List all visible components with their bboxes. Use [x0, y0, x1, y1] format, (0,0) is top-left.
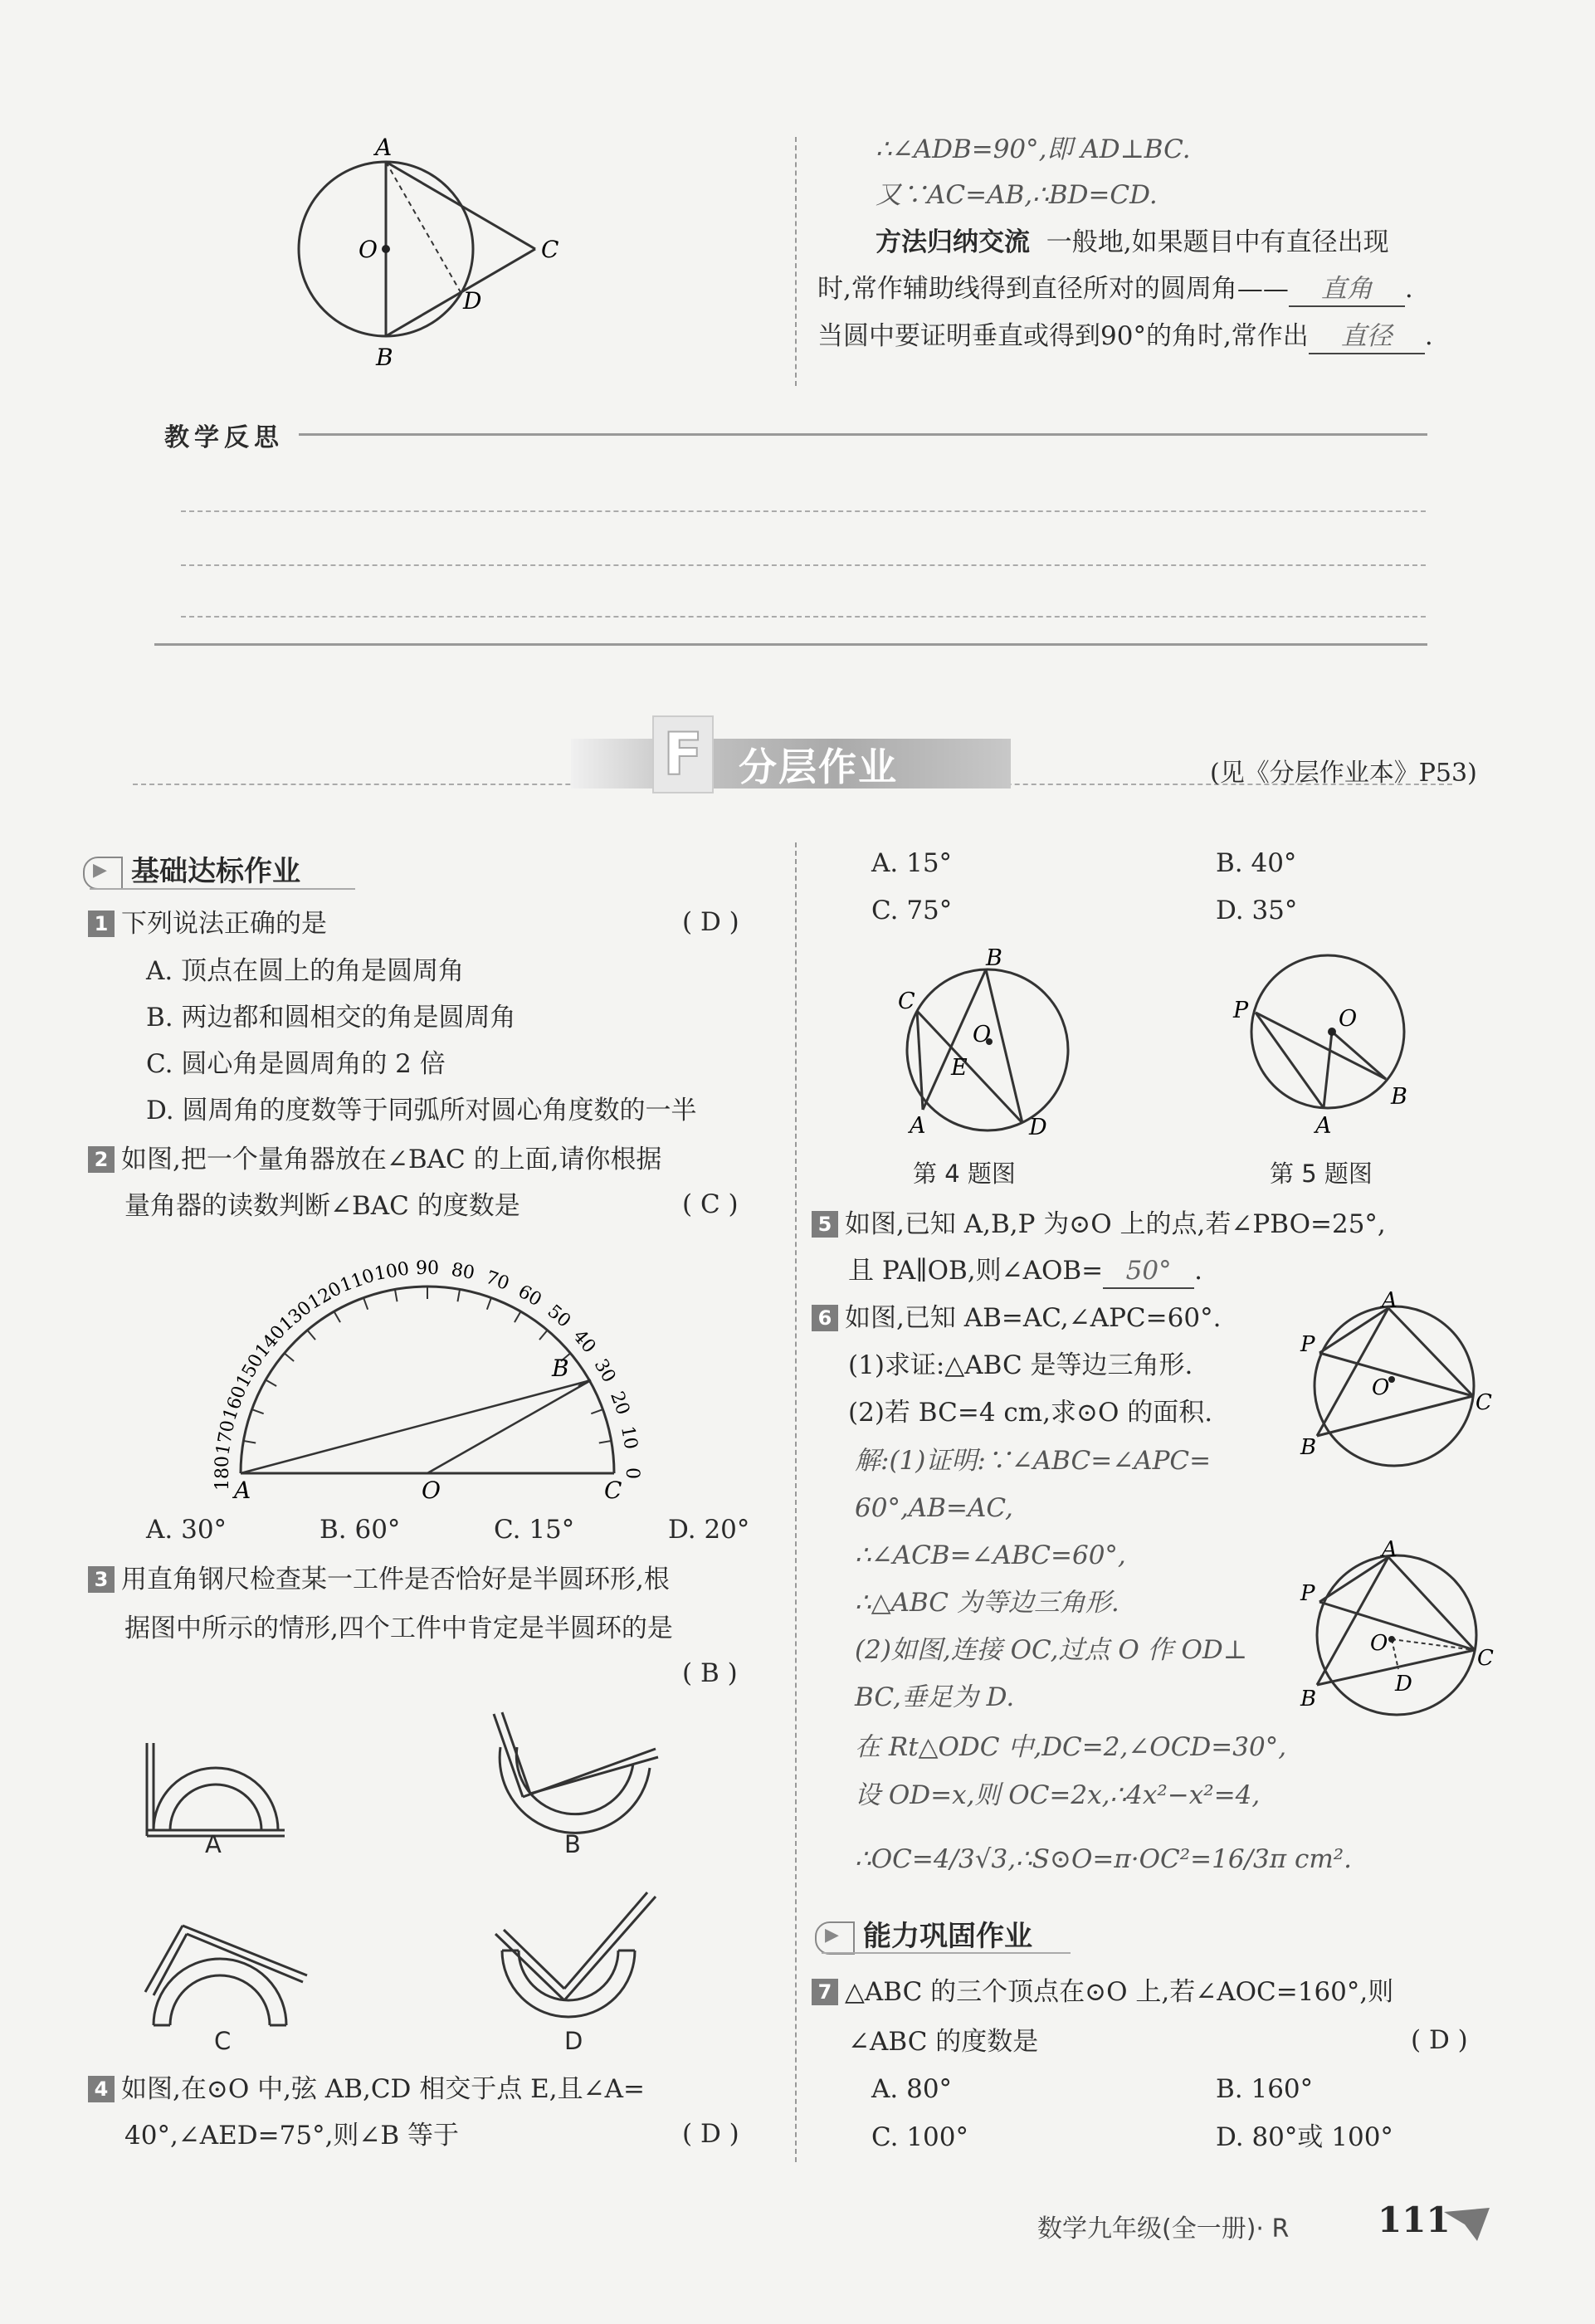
- top-solution-line2: 又∵AC=AB,∴BD=CD.: [876, 180, 1158, 210]
- fig-label-B: B: [376, 344, 393, 371]
- banner-title: 分层作业: [739, 745, 898, 789]
- q6-solution-6: BC,垂足为 D.: [855, 1682, 1015, 1712]
- fig5-label-P: P: [1233, 998, 1249, 1023]
- q6-solution-1: 解:(1)证明:∵∠ABC=∠APC=: [855, 1446, 1212, 1476]
- q5-stem-2: 且 PA∥OB,则∠AOB= 50° .: [848, 1254, 1202, 1289]
- q4-option-c[interactable]: C. 75°: [871, 896, 953, 925]
- q7-option-d[interactable]: D. 80°或 100°: [1216, 2122, 1393, 2152]
- q3-label-b[interactable]: B: [564, 1830, 581, 1858]
- protractor-tick-label: 150: [232, 1350, 268, 1392]
- fig6a-label-C: C: [1475, 1390, 1492, 1415]
- protractor-tick-label: 70: [482, 1267, 512, 1295]
- q3-label-c[interactable]: C: [214, 2027, 232, 2055]
- figure-q5: [1228, 946, 1436, 1137]
- q7-answer: ( D ): [1411, 2025, 1468, 2055]
- protractor-tick-label: 10: [617, 1424, 641, 1452]
- protractor-tick: [243, 1441, 256, 1443]
- method-line3: 当圆中要证明垂直或得到90°的角时,常作出 直径 .: [817, 320, 1433, 354]
- q7-option-b[interactable]: B. 160°: [1216, 2074, 1314, 2104]
- figure-q4: [880, 942, 1087, 1141]
- protractor-tick: [515, 1311, 521, 1322]
- fig6b-label-P: P: [1300, 1581, 1315, 1606]
- fig4-label-O: O: [973, 1022, 992, 1047]
- q6-solution-9: ∴OC=4/3√3,∴S⊙O=π·OC²=16/3π cm².: [855, 1844, 1353, 1874]
- q4-option-d[interactable]: D. 35°: [1216, 896, 1298, 925]
- protractor-tick-label: 40: [568, 1326, 600, 1358]
- top-figure: [282, 124, 564, 374]
- reflection-title: 教学反思: [164, 423, 284, 452]
- protractor-tick-label: 90: [416, 1258, 439, 1279]
- q3-label-d[interactable]: D: [564, 2027, 583, 2055]
- q2-option-d[interactable]: D. 20°: [668, 1515, 750, 1545]
- fig6a-label-O: O: [1372, 1375, 1390, 1400]
- footer-book-title: 数学九年级(全一册)· R: [1037, 2214, 1290, 2243]
- reflection-top-rule: [299, 433, 1427, 436]
- figure-q5-caption: 第 5 题图: [1270, 1160, 1373, 1188]
- blank-diameter: 直径: [1309, 320, 1425, 354]
- q1-option-c[interactable]: C. 圆心角是圆周角的 2 倍: [146, 1049, 446, 1079]
- protractor-tick: [539, 1330, 548, 1340]
- q6-solution-5: (2)如图,连接 OC,过点 O 作 OD⊥: [855, 1635, 1247, 1665]
- q6-solution-4: ∴△ABC 为等边三角形.: [855, 1588, 1119, 1618]
- protractor-tick: [395, 1289, 398, 1301]
- page-number: 111: [1378, 2200, 1451, 2240]
- protractor-tick: [266, 1380, 276, 1387]
- section-ability-title: ▶能力巩固作业: [815, 1913, 1032, 1955]
- q2-answer: ( C ): [682, 1189, 739, 1219]
- q6-solution-7: 在 Rt△ODC 中,DC=2,∠OCD=30°,: [855, 1732, 1287, 1762]
- banner-F-icon: F: [652, 715, 714, 793]
- q2-stem-2: 量角器的读数判断∠BAC 的度数是: [124, 1191, 520, 1221]
- fig5-label-O: O: [1339, 1006, 1358, 1032]
- protractor-tick-label: 120: [305, 1278, 346, 1314]
- fig4-label-C: C: [898, 989, 915, 1014]
- protractor-tick-label: 140: [251, 1321, 290, 1362]
- q2-option-c[interactable]: C. 15°: [494, 1515, 575, 1545]
- q4-option-b[interactable]: B. 40°: [1216, 848, 1297, 878]
- protractor-tick: [487, 1298, 491, 1310]
- q1-option-d[interactable]: D. 圆周角的度数等于同弧所对圆心角度数的一半: [146, 1096, 697, 1125]
- q4-answer: ( D ): [682, 2119, 739, 2149]
- q6-sub1: (1)求证:△ABC 是等边三角形.: [848, 1350, 1193, 1380]
- q2-option-b[interactable]: B. 60°: [319, 1515, 401, 1545]
- fig5-label-B: B: [1391, 1084, 1407, 1110]
- q6-sub2: (2)若 BC=4 cm,求⊙O 的面积.: [848, 1398, 1213, 1428]
- q1-option-a[interactable]: A. 顶点在圆上的角是圆周角: [146, 956, 465, 986]
- reflection-line-3[interactable]: [181, 616, 1426, 618]
- fig6b-label-A: A: [1382, 1537, 1397, 1562]
- protractor-tick-label: 100: [373, 1258, 412, 1286]
- section-basic-underline: [90, 888, 355, 890]
- protractor-tick-label: 180: [212, 1456, 233, 1491]
- figure-q6-b: [1299, 1537, 1502, 1718]
- protractor-label-B: B: [552, 1355, 569, 1382]
- fig-label-A: A: [375, 134, 393, 161]
- q3-figure-c: [137, 1909, 319, 2034]
- q3-figure-d: [485, 1884, 668, 2034]
- q3-stem-1: 3 用直角钢尺检查某一工件是否恰好是半圆环形,根: [88, 1563, 670, 1596]
- column-divider: [795, 842, 797, 2162]
- q3-figure-b: [485, 1706, 668, 1847]
- top-column-divider: [795, 137, 797, 386]
- q1-stem: 1 下列说法正确的是: [88, 907, 327, 940]
- protractor-tick-label: 80: [449, 1259, 476, 1284]
- q7-stem-1: 7 △ABC 的三个顶点在⊙O 上,若∠AOC=160°,则: [812, 1975, 1393, 2009]
- protractor-tick-label: 170: [212, 1418, 240, 1457]
- fig-label-O: O: [359, 236, 378, 263]
- section-arrow-icon: [83, 857, 123, 890]
- fig-label-C: C: [541, 236, 559, 263]
- q5-blank: 50°: [1103, 1254, 1194, 1289]
- q1-option-b[interactable]: B. 两边都和圆相交的角是圆周角: [146, 1003, 516, 1033]
- fig4-label-B: B: [986, 945, 1002, 971]
- q4-option-a[interactable]: A. 15°: [871, 848, 953, 878]
- protractor-label-A: A: [234, 1477, 251, 1504]
- protractor-tick-label: 30: [589, 1355, 620, 1387]
- fig4-label-D: D: [1029, 1115, 1047, 1140]
- protractor-tick-label: 110: [337, 1265, 378, 1297]
- q3-stem-2: 据图中所示的情形,四个工件中肯定是半圆环的是: [124, 1614, 673, 1643]
- fig4-label-A: A: [910, 1113, 926, 1139]
- q1-answer: ( D ): [682, 907, 739, 937]
- protractor-tick-label: 160: [219, 1383, 251, 1423]
- protractor-tick: [285, 1353, 294, 1361]
- reflection-bottom-rule: [154, 643, 1427, 646]
- protractor-tick: [363, 1298, 368, 1310]
- method-summary-line: 方法归纳交流 一般地,如果题目中有直径出现: [876, 227, 1389, 257]
- protractor-figure: [199, 1237, 664, 1511]
- fig6a-label-B: B: [1300, 1435, 1317, 1460]
- q5-stem-1: 5 如图,已知 A,B,P 为⊙O 上的点,若∠PBO=25°,: [812, 1208, 1386, 1241]
- q6-solution-3: ∴∠ACB=∠ABC=60°,: [855, 1540, 1126, 1570]
- protractor-tick-label: 50: [543, 1301, 575, 1332]
- section-basic-title: ▶基础达标作业: [83, 848, 300, 890]
- q2-stem-1: 2 如图,把一个量角器放在∠BAC 的上面,请你根据: [88, 1143, 661, 1176]
- fig4-label-E: E: [951, 1055, 968, 1081]
- fig6b-label-B: B: [1300, 1687, 1317, 1711]
- section-arrow-icon: [815, 1921, 855, 1955]
- protractor-tick: [591, 1409, 602, 1413]
- method-line2: 时,常作辅助线得到直径所对的圆周角—— 直角 .: [817, 272, 1413, 307]
- q2-option-a[interactable]: A. 30°: [146, 1515, 227, 1545]
- q4-stem-2: 40°,∠AED=75°,则∠B 等于: [124, 2121, 460, 2151]
- protractor-tick: [457, 1289, 460, 1301]
- protractor-tick-label: 130: [276, 1297, 316, 1336]
- q7-stem-2: ∠ABC 的度数是: [848, 2027, 1039, 2057]
- reflection-line-1[interactable]: [181, 510, 1426, 512]
- fig6b-label-D: D: [1395, 1672, 1412, 1697]
- fig-label-D: D: [463, 287, 482, 315]
- protractor-tick: [252, 1409, 264, 1413]
- protractor-label-C: C: [604, 1477, 622, 1504]
- q3-figure-a: [137, 1726, 295, 1843]
- banner-reference: (见《分层作业本》P53): [1210, 759, 1477, 788]
- fig6a-label-P: P: [1300, 1332, 1315, 1357]
- q4-stem-1: 4 如图,在⊙O 中,弦 AB,CD 相交于点 E,且∠A=: [88, 2073, 645, 2106]
- top-solution-line1: ∴∠ADB=90°,即 AD⊥BC.: [876, 134, 1191, 164]
- figure-q6-a: [1299, 1288, 1498, 1469]
- protractor-tick: [307, 1330, 315, 1340]
- protractor-label-O: O: [422, 1477, 441, 1504]
- q6-solution-2: 60°,AB=AC,: [855, 1493, 1013, 1523]
- page-corner-decoration-icon: [1440, 2204, 1498, 2245]
- fig5-label-A: A: [1315, 1113, 1332, 1139]
- q7-option-a[interactable]: A. 80°: [871, 2074, 953, 2104]
- fig6b-label-O: O: [1370, 1631, 1388, 1656]
- reflection-line-2[interactable]: [181, 564, 1426, 566]
- blank-right-angle: 直角: [1289, 272, 1405, 307]
- protractor-tick-label: 20: [606, 1389, 634, 1418]
- protractor-tick: [599, 1441, 612, 1443]
- q6-solution-8: 设 OD=x,则 OC=2x,∴4x²−x²=4,: [855, 1780, 1261, 1810]
- figure-q4-caption: 第 4 题图: [913, 1160, 1016, 1188]
- protractor-tick-label: 60: [514, 1281, 545, 1311]
- protractor-tick-label: 0: [622, 1467, 642, 1479]
- q7-option-c[interactable]: C. 100°: [871, 2122, 968, 2152]
- q6-stem: 6 如图,已知 AB=AC,∠APC=60°.: [812, 1301, 1221, 1335]
- protractor-tick: [334, 1311, 341, 1322]
- q3-label-a[interactable]: A: [205, 1830, 222, 1858]
- fig6a-label-A: A: [1382, 1288, 1397, 1313]
- q3-answer: ( B ): [682, 1658, 738, 1688]
- section-ability-underline: [822, 1952, 1071, 1954]
- fig6b-label-C: C: [1477, 1646, 1494, 1671]
